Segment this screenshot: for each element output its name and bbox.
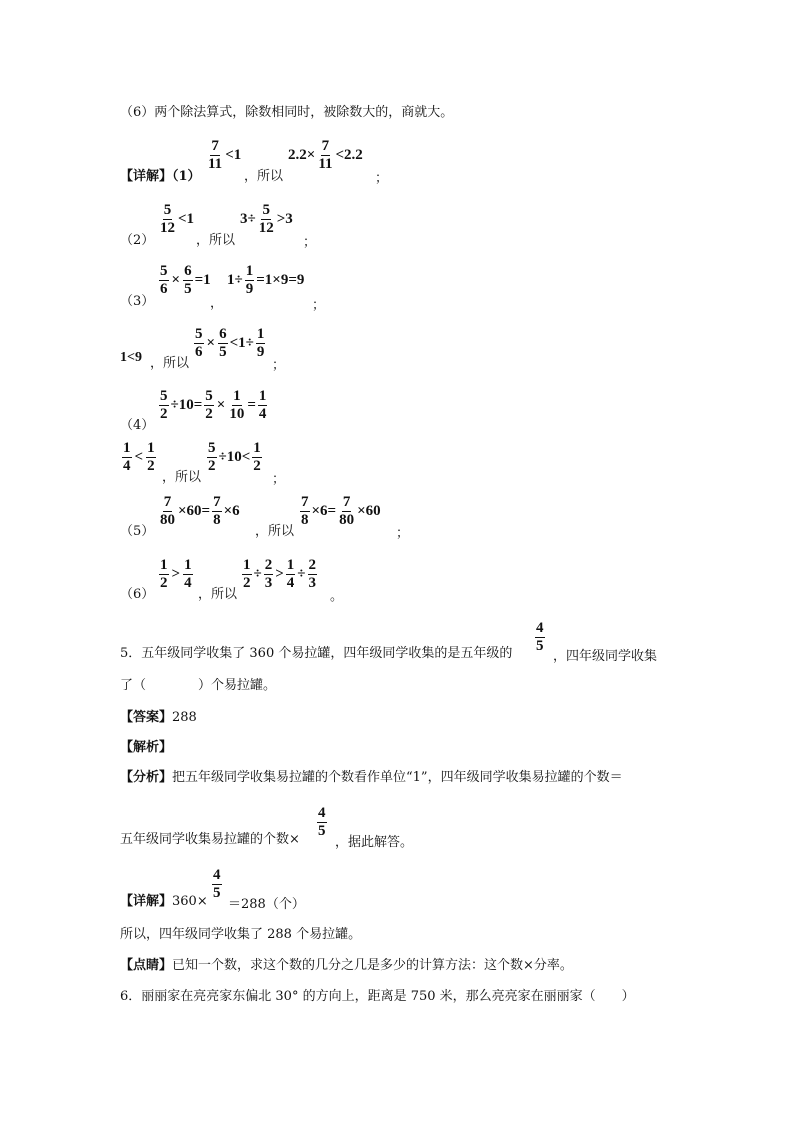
- math-text: 2.2×: [288, 147, 316, 163]
- part-2-prefix: （2）: [120, 233, 155, 248]
- numerator: 7: [321, 138, 330, 154]
- detail-5-text-a: 360×: [172, 894, 208, 909]
- numerator: 6: [219, 326, 227, 342]
- operator: >: [171, 566, 181, 582]
- numerator: 7: [213, 494, 221, 510]
- analysis-label: 【解析】: [120, 740, 173, 755]
- numerator: 7: [163, 494, 172, 510]
- detail-1-end: ；: [375, 171, 389, 186]
- part-2-mid: ，所以: [196, 233, 236, 248]
- fenxi-fraction: [315, 805, 329, 840]
- denominator: 80: [160, 512, 175, 528]
- math-4a: [157, 388, 269, 423]
- part-3b-mid: ，所以: [150, 356, 190, 371]
- detail-5-fraction: [210, 867, 224, 902]
- numerator: 2: [308, 557, 317, 573]
- denominator: 5: [536, 638, 544, 654]
- numerator: 1: [147, 440, 155, 456]
- question-5-text-b: ，四年级同学收集: [553, 649, 658, 664]
- answer-label: 【答案】: [120, 710, 173, 725]
- denominator: 2: [243, 575, 251, 591]
- denominator: 11: [318, 156, 333, 172]
- math-3a: [157, 263, 211, 298]
- dianjing-text: 已知一个数，求这个数的几分之几是多少的计算方法：这个数×分率。: [172, 958, 573, 973]
- numerator: 4: [536, 620, 544, 636]
- math-text: ×60=: [178, 503, 211, 519]
- fenxi-text-2b: ，据此解答。: [335, 835, 414, 850]
- part-4b-mid: ，所以: [162, 470, 202, 485]
- math-6a: [157, 557, 195, 592]
- denominator: 4: [258, 406, 267, 422]
- denominator: 8: [213, 512, 221, 528]
- numerator: 5: [195, 326, 203, 342]
- part-5-end: ；: [396, 526, 410, 541]
- math-text: ÷: [297, 566, 306, 582]
- math-text: >: [275, 566, 284, 582]
- operator: ×: [206, 335, 216, 351]
- denominator: 4: [184, 575, 192, 591]
- math-3c: [192, 326, 267, 361]
- math-3b: [227, 263, 304, 298]
- numerator: 5: [163, 202, 172, 218]
- numerator: 4: [213, 867, 221, 883]
- question-5-text: 5．五年级同学收集了 360 个易拉罐，四年级同学收集的是五年级的: [120, 646, 513, 661]
- math-1a: [205, 138, 241, 173]
- part-5-mid: ，所以: [255, 524, 295, 539]
- denominator: 10: [229, 406, 245, 422]
- part-5-prefix: （5）: [120, 524, 155, 539]
- rule-note-6: （6）两个除法算式，除数相同时，被除数大的，商就大。: [120, 105, 454, 120]
- math-5b: [298, 494, 381, 529]
- operator: <: [134, 449, 144, 465]
- part-6-mid: ，所以: [198, 587, 238, 602]
- numerator: 5: [208, 440, 216, 456]
- math-text: >3: [276, 211, 293, 227]
- denominator: 2: [160, 575, 168, 591]
- fenxi-label: 【分析】: [120, 770, 173, 785]
- numerator: 1: [184, 557, 192, 573]
- denominator: 9: [256, 344, 265, 360]
- denominator: 12: [258, 220, 274, 236]
- detail-1-prefix: [120, 165, 201, 184]
- fenxi-text-2a: 五年级同学收集易拉罐的个数×: [120, 832, 300, 847]
- numerator: 7: [211, 138, 219, 154]
- numerator: 1: [253, 440, 261, 456]
- denominator: 3: [264, 575, 273, 591]
- denominator: 80: [339, 512, 355, 528]
- numerator: 4: [318, 805, 326, 821]
- math-text: <1÷: [229, 335, 254, 351]
- fenxi-text: 把五年级同学收集易拉罐的个数看作单位“1”，四年级同学收集易拉罐的个数＝: [172, 770, 623, 785]
- math-text: 1÷: [227, 272, 243, 288]
- numerator: 1: [160, 557, 168, 573]
- math-4b: [120, 440, 158, 475]
- detail-5-text-b: ＝288（个）: [228, 897, 305, 912]
- denominator: 3: [308, 575, 317, 591]
- math-2b: [240, 202, 293, 237]
- math-text: =1×9=9: [256, 272, 305, 288]
- numerator: 5: [262, 202, 270, 218]
- detail-5-label: 【详解】: [120, 894, 173, 909]
- numerator: 5: [205, 388, 213, 404]
- denominator: 5: [318, 823, 326, 839]
- dianjing-label: 【点睛】: [120, 958, 173, 973]
- operator: ×: [171, 272, 181, 288]
- math-4c: [205, 440, 264, 475]
- math-text: <1: [178, 211, 195, 227]
- math-text: 3÷: [240, 211, 256, 227]
- numerator: 1: [256, 326, 265, 342]
- math-text: <1: [225, 147, 242, 163]
- part-3-end: ；: [312, 298, 326, 313]
- math-text: ×6=: [311, 503, 337, 519]
- numerator: 1: [245, 263, 254, 279]
- numerator: 1: [258, 388, 267, 404]
- denominator: 6: [195, 344, 203, 360]
- part-2-end: ；: [303, 235, 317, 250]
- denominator: 8: [301, 512, 309, 528]
- denominator: 2: [147, 458, 155, 474]
- math-text: <2.2: [335, 147, 363, 163]
- math-text: =: [247, 397, 256, 413]
- part-3b-prefix: 1<9: [120, 350, 142, 365]
- math-text: =1: [194, 272, 211, 288]
- numerator: 1: [123, 440, 131, 456]
- answer-value: 288: [172, 710, 197, 725]
- part-3-mid: ，: [210, 296, 224, 311]
- operator: ×: [216, 397, 226, 413]
- denominator: 9: [245, 281, 254, 297]
- numerator: 1: [286, 557, 295, 573]
- denominator: 2: [253, 458, 261, 474]
- conclusion: 所以，四年级同学收集了 288 个易拉罐。: [120, 927, 362, 942]
- denominator: 5: [213, 885, 221, 901]
- detail-label: 【详解】（1）: [120, 169, 201, 184]
- math-text: ×60: [357, 503, 381, 519]
- math-text: ÷: [253, 566, 262, 582]
- numerator: 7: [342, 494, 351, 510]
- denominator: 2: [205, 406, 213, 422]
- numerator: 7: [301, 494, 309, 510]
- numerator: 5: [160, 388, 168, 404]
- denominator: 4: [123, 458, 131, 474]
- numerator: 1: [233, 388, 241, 404]
- part-3-prefix: （3）: [120, 294, 155, 309]
- math-text: ÷10<: [218, 449, 251, 465]
- denominator: 11: [208, 156, 223, 172]
- denominator: 12: [160, 220, 175, 236]
- part-6-end: 。: [330, 589, 344, 604]
- numerator: 5: [160, 263, 168, 279]
- math-1b: [288, 138, 363, 173]
- part-4-prefix: （4）: [120, 418, 155, 433]
- denominator: 2: [160, 406, 168, 422]
- denominator: 6: [160, 281, 168, 297]
- denominator: 4: [286, 575, 295, 591]
- detail-1-mid: ，所以: [244, 169, 284, 184]
- math-text: ×6: [223, 503, 240, 519]
- math-6b: [240, 557, 319, 592]
- math-text: ÷10=: [170, 397, 203, 413]
- part-3b-end: ；: [272, 358, 286, 373]
- math-5a: [157, 494, 240, 529]
- part-6-prefix: （6）: [120, 587, 155, 602]
- question-6-text: 6．丽丽家在亮亮家东偏北 30° 的方向上，距离是 750 米，那么亮亮家在丽丽家（ ）: [120, 989, 635, 1004]
- denominator: 2: [208, 458, 216, 474]
- denominator: 5: [184, 281, 192, 297]
- denominator: 5: [219, 344, 227, 360]
- numerator: 6: [184, 263, 192, 279]
- question-5-fraction: [533, 620, 547, 655]
- math-2a: [157, 202, 194, 237]
- numerator: 2: [264, 557, 273, 573]
- part-4b-end: ；: [272, 472, 286, 487]
- numerator: 1: [243, 557, 251, 573]
- question-5-blank-line: 了（ ）个易拉罐。: [120, 678, 277, 693]
